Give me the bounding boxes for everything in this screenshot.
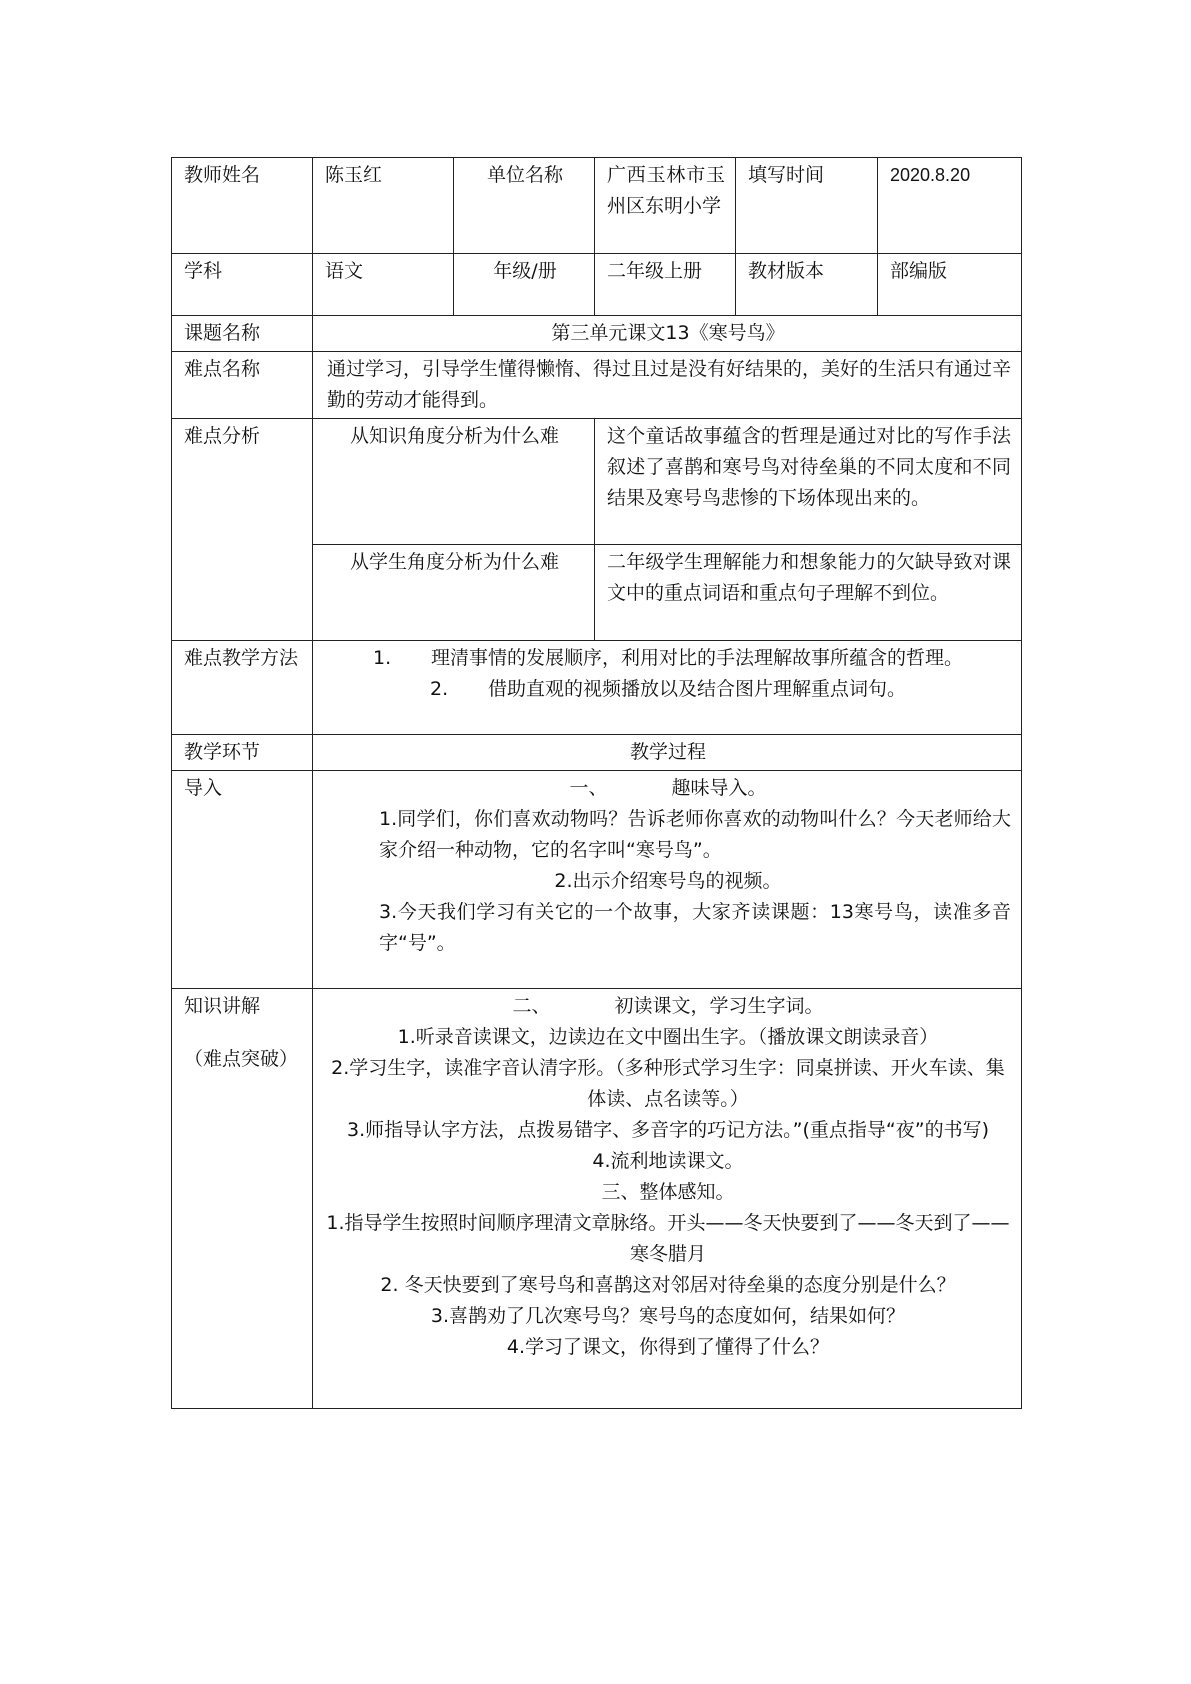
edition-label: 教材版本: [736, 254, 878, 316]
overview-heading: 三、整体感知。: [601, 1181, 735, 1203]
analysis-knowledge-row: [172, 419, 1022, 545]
topic-label: 课题名称: [172, 316, 313, 352]
intro-heading-number: 一、: [569, 777, 608, 799]
topic-value: 第三单元课文13《寒号鸟》: [313, 316, 1022, 352]
difficulty-label: 难点名称: [172, 352, 313, 419]
difficulty-row: [172, 352, 1022, 419]
method-item: [325, 643, 1011, 674]
teacher-row: [172, 158, 1022, 254]
method-item-number: 2.: [429, 678, 449, 700]
intro-label: 导入: [172, 771, 313, 989]
knowledge-sublabel: （难点突破）: [184, 1048, 299, 1070]
knowledge-label: 知识讲解: [184, 995, 261, 1017]
knowledge-content: [313, 989, 1022, 1409]
knowledge-paragraph: 3.喜鹊劝了几次寒号鸟？寒号鸟的态度如何，结果如何？: [430, 1305, 906, 1327]
knowledge-paragraph: 4.学习了课文，你得到了懂得了什么？: [506, 1336, 830, 1358]
student-angle-label: 从学生角度分析为什么难: [313, 545, 595, 641]
knowledge-paragraph: 3.师指导认字方法，点拨易错字、多音字的巧记方法。”(重点指导“夜”的书写): [347, 1119, 989, 1141]
intro-paragraph: 1.同学们，你们喜欢动物吗？告诉老师你喜欢的动物叫什么？今天老师给大家介绍一种动物，它的名字叫“寒号鸟”。: [379, 808, 1011, 861]
process-stage-label: 教学环节: [172, 735, 313, 771]
difficulty-value: 通过学习，引导学生懂得懒惰、得过且过是没有好结果的，美好的生活只有通过辛勤的劳动才能得到。: [313, 352, 1022, 419]
intro-content: [313, 771, 1022, 989]
edition-value: 部编版: [878, 254, 1022, 316]
method-item: [325, 674, 1011, 705]
knowledge-angle-label: 从知识角度分析为什么难: [313, 419, 595, 545]
method-item-number: 1.: [372, 647, 392, 669]
knowledge-heading-text: 初读课文，学习生字词。: [614, 995, 824, 1017]
process-header-row: [172, 735, 1022, 771]
knowledge-paragraph: 2. 冬天快要到了寒号鸟和喜鹊这对邻居对待垒巢的态度分别是什么？: [380, 1274, 956, 1296]
topic-row: [172, 316, 1022, 352]
teacher-name-value: 陈玉红: [313, 158, 454, 254]
subject-row: [172, 254, 1022, 316]
knowledge-heading: [325, 991, 1011, 1022]
knowledge-angle-value: 这个童话故事蕴含的哲理是通过对比的写作手法叙述了喜鹊和寒号鸟对待垒巢的不同太度和不同结果及寒号鸟悲惨的下场体现出来的。: [595, 419, 1022, 545]
knowledge-paragraph: 1.指导学生按照时间顺序理清文章脉络。开头——冬天快要到了——冬天到了——寒冬腊月: [326, 1212, 1010, 1265]
student-angle-value: 二年级学生理解能力和想象能力的欠缺导致对课文中的重点词语和重点句子理解不到位。: [595, 545, 1022, 641]
knowledge-heading-number: 二、: [512, 995, 551, 1017]
subject-value: 语文: [313, 254, 454, 316]
subject-label: 学科: [172, 254, 313, 316]
knowledge-paragraph: 1.听录音读课文，边读边在文中圈出生字。（播放课文朗读录音）: [397, 1026, 939, 1048]
intro-heading-text: 趣味导入。: [671, 777, 767, 799]
grade-label: 年级/册: [454, 254, 595, 316]
method-row: [172, 641, 1022, 735]
method-item-text: 借助直观的视频播放以及结合图片理解重点词句。: [487, 678, 906, 700]
intro-heading: [325, 773, 1011, 804]
analysis-label: 难点分析: [172, 419, 313, 641]
intro-paragraph: 2.出示介绍寒号鸟的视频。: [554, 870, 782, 892]
knowledge-row: [172, 989, 1022, 1409]
fill-date-label: 填写时间: [736, 158, 878, 254]
fill-date-value: 2020.8.20: [878, 158, 1022, 254]
knowledge-paragraph: 2.学习生字，读准字音认清字形。（多种形式学习生字：同桌拼读、开火车读、集体读、点名读等。）: [331, 1057, 1005, 1110]
grade-value: 二年级上册: [595, 254, 736, 316]
unit-name-value: 广西玉林市玉州区东明小学: [595, 158, 736, 254]
intro-paragraph: 3.今天我们学习有关它的一个故事，大家齐读课题：13寒号鸟，读准多音字“号”。: [379, 901, 1011, 954]
unit-name-label: 单位名称: [454, 158, 595, 254]
lesson-plan-table: [171, 157, 1022, 1409]
teacher-name-label: 教师姓名: [172, 158, 313, 254]
method-item-text: 理清事情的发展顺序，利用对比的手法理解故事所蕴含的哲理。: [430, 647, 963, 669]
process-label: 教学过程: [313, 735, 1022, 771]
knowledge-paragraph: 4.流利地读课文。: [592, 1150, 744, 1172]
method-label: 难点教学方法: [172, 641, 313, 735]
method-list: [313, 641, 1022, 735]
knowledge-label-cell: [172, 989, 313, 1409]
intro-row: [172, 771, 1022, 989]
